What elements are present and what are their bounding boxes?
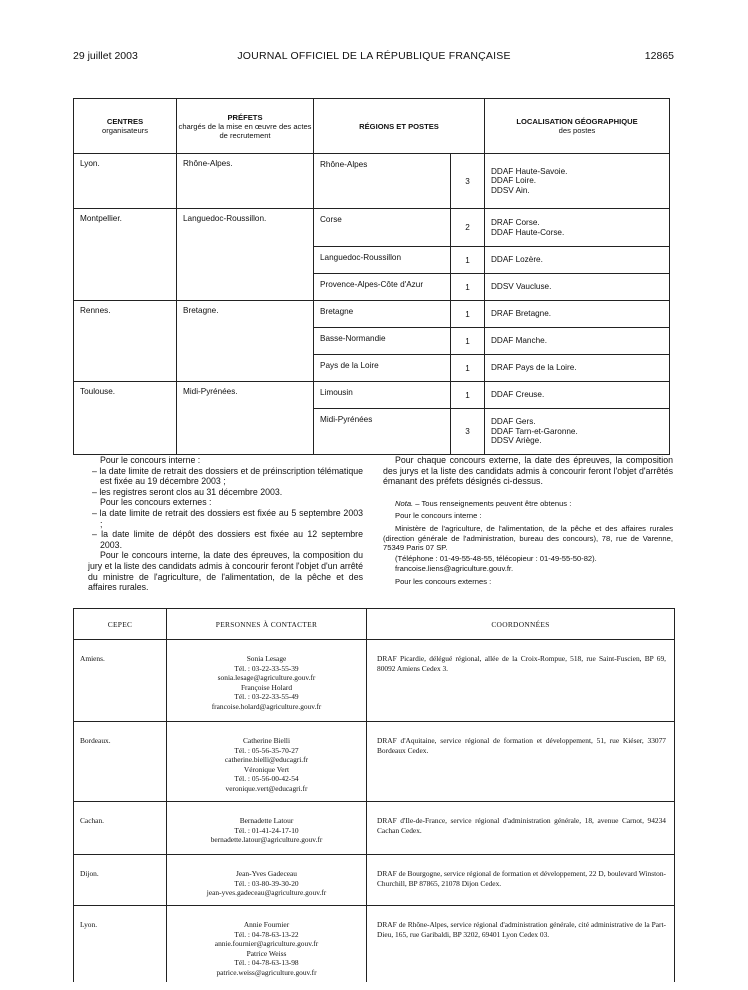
right-column-text [383,455,673,590]
postes-count: 3 [451,154,485,209]
postes-row [74,382,670,409]
contact-line: Tél. : 01-41-24-17-10 [234,825,299,835]
contact-line: jean-yves.gadeceau@agriculture.gouv.fr [206,888,327,898]
prefet-cell: Rhône-Alpes. [177,154,314,209]
contact-line: Annie Fournier [243,920,290,929]
left-paragraph: – les registres seront clos au 31 décembre 2003. [92,486,283,497]
coordonnees-cell: DRAF d'Ile-de-France, service régional d'administration générale, 18, avenue Carnot, 94234 Cachan Cedex. [367,802,675,855]
centre-cell [74,355,177,382]
localisation-line: DDSV Ain. [491,185,530,195]
localisation-cell [485,247,670,274]
postes-count: 1 [451,274,485,301]
contact-line: Catherine Bielli [243,736,290,745]
nota-text: – Tous renseignements peuvent être obtenus : [413,498,572,508]
page-number: 12865 [644,50,674,62]
header-personnes: PERSONNES À CONTACTER [167,609,367,640]
personnes-cell [167,802,367,855]
prefet-cell [177,409,314,455]
externe-paragraph: Pour chaque concours externe, la date des épreuves, la composition des jurys et la liste des candidats admis à concourir feront l'objet d'arrêtés émanant des préfets désignés ci-dessus. [383,455,673,487]
region-cell: Bretagne [314,301,451,328]
contact-line: Patrice Weiss [246,948,287,958]
cepec-cell: Amiens. [74,640,167,722]
postes-row [74,154,670,209]
personnes-cell [167,640,367,722]
centre-cell [74,328,177,355]
localisation-line: DRAF Corse. [491,218,540,227]
contact-line: sonia.lesage@agriculture.gouv.fr [217,673,316,683]
centre-cell: Rennes. [74,301,177,328]
postes-row [74,274,670,301]
localisation-cell [485,409,670,455]
left-column-text [88,455,363,593]
localisation-cell [485,209,670,247]
postes-row [74,328,670,355]
postes-row [74,355,670,382]
centre-cell [74,247,177,274]
contact-line: catherine.bielli@educagri.fr [224,755,309,765]
left-paragraph: – la date limite de dépôt des dossiers est fixée au 12 septembre 2003. [92,529,363,550]
contact-line: Tél. : 03-22-33-55-39 [234,663,299,673]
personnes-cell [167,855,367,906]
contact-line: Jean-Yves Gadeceau [235,869,298,878]
contact-line: bernadette.latour@agriculture.gouv.fr [210,835,323,845]
postes-table [73,98,670,455]
contact-row [74,906,675,982]
ministere-email: francoise.liens@agriculture.gouv.fr. [395,564,514,574]
left-paragraph: – la date limite de retrait des dossiers est fixée au 5 septembre 2003 ; [92,507,363,529]
header-prefets: PRÉFETS chargés de la mise en œuvre des actes de recrutement [177,99,314,154]
postes-row [74,301,670,328]
prefet-cell [177,328,314,355]
contact-line: Tél. : 04-78-63-13-22 [234,929,299,939]
localisation-cell [485,382,670,409]
header-centres: CENTRES organisateurs [74,99,177,154]
contact-row [74,802,675,855]
postes-count: 1 [451,382,485,409]
cepec-cell: Cachan. [74,802,167,855]
prefet-cell [177,355,314,382]
contacts-table [73,608,675,982]
postes-row [74,409,670,455]
localisation-cell [485,154,670,209]
header-cepec: CEPEC [74,609,167,640]
localisation-line: DDAF Haute-Corse. [491,227,565,237]
localisation-line: DDAF Lozère. [491,255,543,265]
centre-cell: Lyon. [74,154,177,209]
centre-cell: Montpellier. [74,209,177,247]
localisation-line: DDAF Creuse. [491,390,545,400]
coordonnees-cell: DRAF d'Aquitaine, service régional de formation et développement, 51, rue Kiéser, 33077 Bordeaux Cedex. [367,722,675,802]
coordonnees-cell: DRAF de Rhône-Alpes, service régional d'administration générale, cité administrative de la Part-Dieu, 165, rue Garibaldi, BP 3202, 69401 Lyon Cedex 03. [367,906,675,982]
localisation-cell [485,274,670,301]
postes-count: 3 [451,409,485,455]
localisation-line: DDSV Vaucluse. [491,282,552,292]
header-date: 29 juillet 2003 [73,50,138,62]
localisation-line: DRAF Pays de la Loire. [491,363,577,373]
prefet-cell [177,247,314,274]
prefet-cell: Midi-Pyrénées. [177,382,314,409]
left-paragraph: Pour le concours interne : [100,455,201,465]
localisation-cell [485,355,670,382]
region-cell: Languedoc-Roussillon [314,247,451,274]
contact-line: Tél. : 05-56-00-42-54 [234,774,299,784]
contact-line: Sonia Lesage [246,654,287,663]
contact-line: annie.fournier@agriculture.gouv.fr [214,939,319,949]
centre-cell: Toulouse. [74,382,177,409]
header-regions: RÉGIONS ET POSTES [314,99,485,154]
contact-line: francoise.holard@agriculture.gouv.fr [211,701,322,711]
centre-cell [74,409,177,455]
contact-row [74,640,675,722]
contacts-table-header [74,609,675,640]
region-cell: Provence-Alpes-Côte d'Azur [314,274,451,301]
personnes-cell [167,906,367,982]
postes-count: 1 [451,355,485,382]
localisation-line: DDAF Haute-Savoie. [491,166,568,176]
ministere-telephone: (Téléphone : 01-49-55-48-55, télécopieur : 01-49-55-50-82). [395,553,597,563]
nota-label: Nota. [395,498,414,508]
prefet-cell: Bretagne. [177,301,314,328]
contact-row [74,722,675,802]
postes-row [74,209,670,247]
cepec-cell: Dijon. [74,855,167,906]
contact-line: patrice.weiss@agriculture.gouv.fr [216,967,317,977]
coordonnees-cell: DRAF Picardie, délégué régional, allée de la Croix-Rompue, 518, rue Saint-Fuscien, BP 69, 80092 Amiens Cedex 3. [367,640,675,722]
postes-count: 2 [451,209,485,247]
contact-row [74,855,675,906]
postes-count: 1 [451,247,485,274]
prefet-cell [177,274,314,301]
localisation-cell [485,301,670,328]
header-coordonnees: COORDONNÉES [367,609,675,640]
journal-title: JOURNAL OFFICIEL DE LA RÉPUBLIQUE FRANÇAISE [237,50,511,62]
left-paragraph: Pour le concours interne, la date des épreuves, la composition du jury et la liste des candidats admis à concourir feront l'objet d'un arrêté du ministre de l'agriculture, de l'alimentation, de la pêche et des affaires rurales. [88,550,363,593]
postes-table-header [74,99,670,154]
contact-line: Tél. : 04-78-63-13-98 [234,958,299,968]
contact-line: Véronique Vert [243,764,290,774]
left-paragraph: Pour les concours externes : [100,497,212,508]
region-cell: Rhône-Alpes [314,154,451,209]
left-paragraph: – la date limite de retrait des dossiers et de préinscription télématique est fixée au 19 décembre 2003 ; [92,465,363,487]
coordonnees-cell: DRAF de Bourgogne, service régional de formation et développement, 22 D, boulevard Winston-Churchill, BP 87865, 21078 Dijon Cedex. [367,855,675,906]
region-cell: Midi-Pyrénées [314,409,451,455]
postes-count: 1 [451,328,485,355]
postes-row [74,247,670,274]
region-cell: Pays de la Loire [314,355,451,382]
cepec-cell: Bordeaux. [74,722,167,802]
contact-line: veronique.vert@educagri.fr [225,783,308,793]
localisation-line: DRAF Bretagne. [491,309,552,319]
interne-label: Pour le concours interne : [395,511,482,521]
nota-block [383,499,673,587]
localisation-line: DDAF Manche. [491,336,547,346]
region-cell: Basse-Normandie [314,328,451,355]
localisation-line: DDAF Loire. [491,176,537,186]
region-cell: Limousin [314,382,451,409]
contact-line: Françoise Holard [240,682,293,692]
region-cell: Corse [314,209,451,247]
localisation-line: DDAF Tarn-et-Garonne. [491,426,578,436]
personnes-cell [167,722,367,802]
localisation-cell [485,328,670,355]
ministere-address: Ministère de l'agriculture, de l'alimentation, de la pêche et des affaires rurales (direction générale de l'administration, bureau des concours), 78, rue de Varenne, 75349 Paris 07 SP. [383,523,673,553]
postes-count: 1 [451,301,485,328]
centre-cell [74,274,177,301]
localisation-line: DDAF Gers. [491,417,536,427]
contact-line: Tél. : 05-56-35-70-27 [234,745,299,755]
cepec-cell: Lyon. [74,906,167,982]
contact-line: Tél. : 03-22-33-55-49 [234,692,299,702]
contact-line: Bernadette Latour [239,816,294,825]
externes-label: Pour les concours externes : [395,576,492,586]
prefet-cell: Languedoc-Roussillon. [177,209,314,247]
header-localisation: LOCALISATION GÉOGRAPHIQUE des postes [485,99,670,154]
contact-line: Tél. : 03-80-39-30-20 [234,878,299,888]
localisation-line: DDSV Ariège. [491,436,542,446]
